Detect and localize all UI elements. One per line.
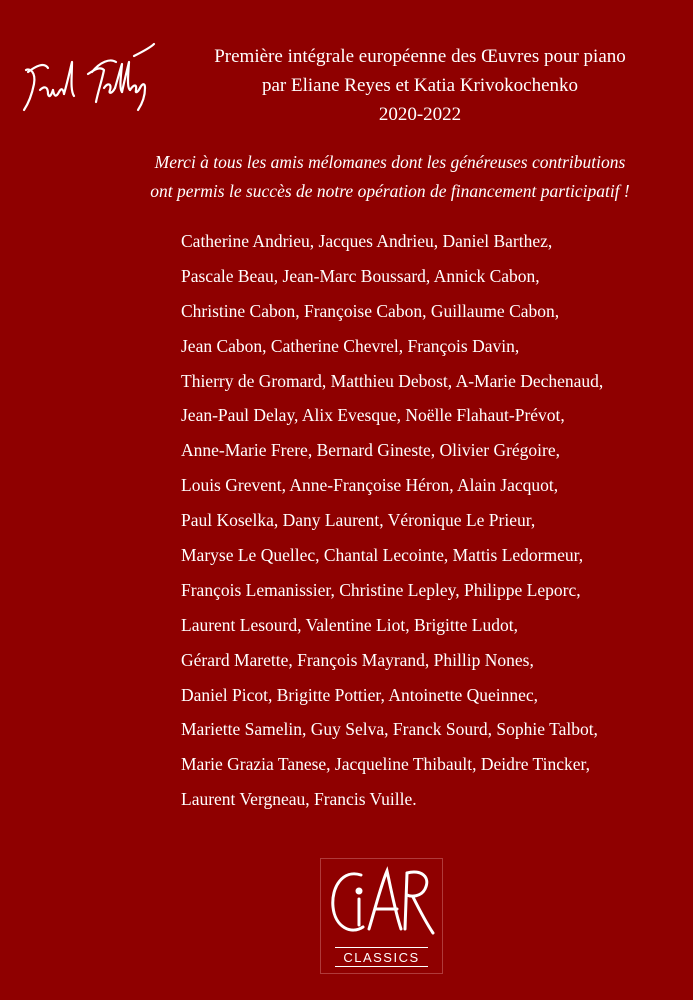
donor-line: Jean-Paul Delay, Alix Evesque, Noëlle Flahaut-Prévot, (181, 405, 565, 426)
logo-label: CLASSICS (343, 950, 420, 965)
donor-line: Mariette Samelin, Guy Selva, Franck Sourd, Sophie Talbot, (181, 719, 598, 740)
header-line-3: 2020-2022 (378, 104, 462, 125)
donor-list (181, 226, 681, 819)
donor-line: Anne-Marie Frere, Bernard Gineste, Olivier Grégoire, (181, 440, 561, 461)
donor-line: Maryse Le Quellec, Chantal Lecointe, Mattis Ledormeur, (181, 545, 584, 566)
donor-line: Christine Cabon, Françoise Cabon, Guillaume Cabon, (181, 300, 560, 321)
donor-line: François Lemanissier, Christine Lepley, Philippe Leporc, (181, 579, 581, 600)
header-title (160, 42, 680, 129)
donor-line: Pascale Beau, Jean-Marc Boussard, Annick Cabon, (181, 265, 540, 286)
signature-image (18, 32, 158, 114)
donor-line: Thierry de Gromard, Matthieu Debost, A-Marie Dechenaud, (181, 370, 604, 391)
donor-line: Paul Koselka, Dany Laurent, Véronique Le Prieur, (181, 510, 536, 531)
ciar-logo-mark (321, 859, 442, 945)
donor-line: Laurent Lesourd, Valentine Liot, Brigitte Ludot, (181, 614, 518, 635)
logo-rule-top (335, 947, 428, 948)
header-line-2: par Eliane Reyes et Katia Krivokochenko (261, 75, 579, 96)
thanks-line-2: ont permis le succès de notre opération de financement participatif ! (150, 181, 630, 201)
ciar-classics-logo (320, 858, 443, 974)
donor-line: Jean Cabon, Catherine Chevrel, François Davin, (181, 335, 520, 356)
donor-line: Marie Grazia Tanese, Jacqueline Thibault, Deidre Tincker, (181, 754, 591, 775)
header-line-1: Première intégrale européenne des Œuvres pour piano (214, 46, 626, 67)
donor-line: Daniel Picot, Brigitte Pottier, Antoinette Queinnec, (181, 684, 539, 705)
donor-line: Laurent Vergneau, Francis Vuille. (181, 789, 417, 810)
donor-line: Catherine Andrieu, Jacques Andrieu, Daniel Barthez, (181, 231, 553, 251)
donor-line: Louis Grevent, Anne-Françoise Héron, Alain Jacquot, (181, 475, 559, 496)
logo-rule-bottom (335, 966, 428, 967)
donor-line: Gérard Marette, François Mayrand, Phillip Nones, (181, 649, 534, 670)
thanks-message (110, 148, 670, 206)
thanks-line-1: Merci à tous les amis mélomanes dont les généreuses contributions (154, 152, 626, 172)
